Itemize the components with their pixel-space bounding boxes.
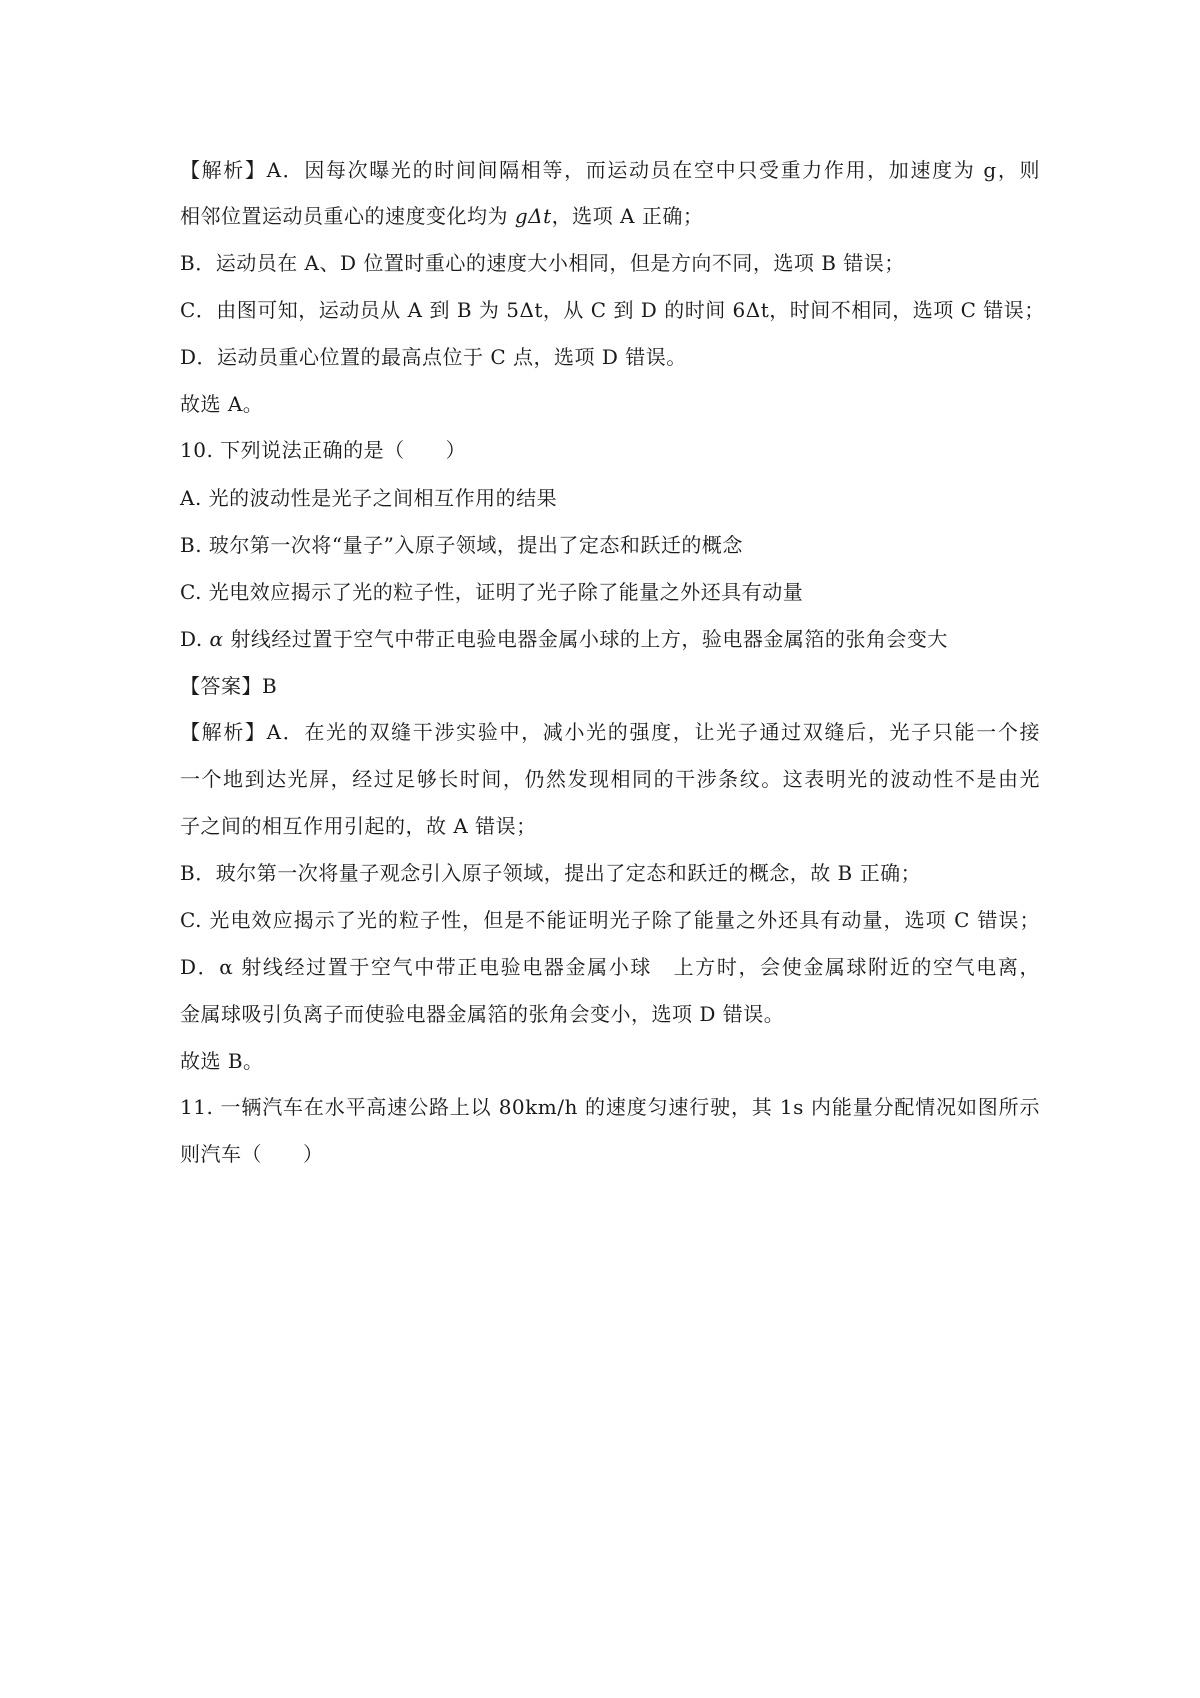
- analysis-10-option-c: C. 光电效应揭示了光的粒子性，但是不能证明光子除了能量之外还具有动量，选项 C 错误；: [180, 908, 1040, 932]
- analysis-10-option-d-line-1: D．α 射线经过置于空气中带正电验电器金属小球 上方时，会使金属球附近的空气电离，: [180, 955, 1040, 979]
- analysis-9-line-1: 【解析】A．因每次曝光的时间间隔相等，而运动员在空中只受重力作用，加速度为 g，则: [180, 158, 1040, 182]
- analysis-9-line-2: [180, 202, 1040, 230]
- analysis-9-line-2-pre: 相邻位置运动员重心的速度变化均为: [180, 204, 515, 228]
- answer-9-choice: 故选 A。: [180, 392, 264, 416]
- answer-10-choice: 故选 B。: [180, 1049, 264, 1073]
- question-10-option-d: [180, 625, 1040, 653]
- question-10-stem: 10. 下列说法正确的是（ ）: [180, 438, 467, 462]
- analysis-10-line-2: 一个地到达光屏，经过足够长时间，仍然发现相同的干涉条纹。这表明光的波动性不是由光: [180, 767, 1040, 791]
- analysis-10-line-3: 子之间的相互作用引起的，故 A 错误；: [180, 814, 537, 838]
- math-alpha: α: [209, 627, 224, 651]
- analysis-10-option-b: B．玻尔第一次将量子观念引入原子领域，提出了定态和跃迁的概念，故 B 正确；: [180, 861, 922, 885]
- question-10-option-c: C. 光电效应揭示了光的粒子性，证明了光子除了能量之外还具有动量: [180, 580, 804, 604]
- question-10-option-b: B. 玻尔第一次将“量子”入原子领域，提出了定态和跃迁的概念: [180, 533, 743, 557]
- answer-10-label: 【答案】B: [180, 674, 278, 698]
- analysis-9-option-d: D．运动员重心位置的最高点位于 C 点，选项 D 错误。: [180, 345, 687, 369]
- analysis-9-option-b: B．运动员在 A、D 位置时重心的速度大小相同，但是方向不同，选项 B 错误；: [180, 251, 905, 275]
- math-g-delta-t: gΔt: [514, 204, 552, 228]
- analysis-10-option-d-line-2: 金属球吸引负离子而使验电器金属箔的张角会变小，选项 D 错误。: [180, 1002, 785, 1026]
- question-11-stem-line-2: 则汽车（ ）: [180, 1142, 324, 1166]
- question-11-stem-line-1: 11. 一辆汽车在水平高速公路上以 80km/h 的速度匀速行驶，其 1s 内能量分配情况如图所示: [180, 1095, 1040, 1119]
- question-10-option-d-pre: D.: [180, 627, 210, 651]
- analysis-9-option-c: C．由图可知，运动员从 A 到 B 为 5Δt，从 C 到 D 的时间 6Δt，时间不相同，选项 C 错误；: [180, 298, 1045, 322]
- question-10-option-d-post: 射线经过置于空气中带正电验电器金属小球的上方，验电器金属箔的张角会变大: [223, 627, 948, 651]
- question-10-option-a: A. 光的波动性是光子之间相互作用的结果: [180, 486, 558, 510]
- analysis-9-line-2-post: ，选项 A 正确；: [551, 204, 704, 228]
- analysis-10-line-1: 【解析】A．在光的双缝干涉实验中，减小光的强度，让光子通过双缝后，光子只能一个接: [180, 720, 1040, 744]
